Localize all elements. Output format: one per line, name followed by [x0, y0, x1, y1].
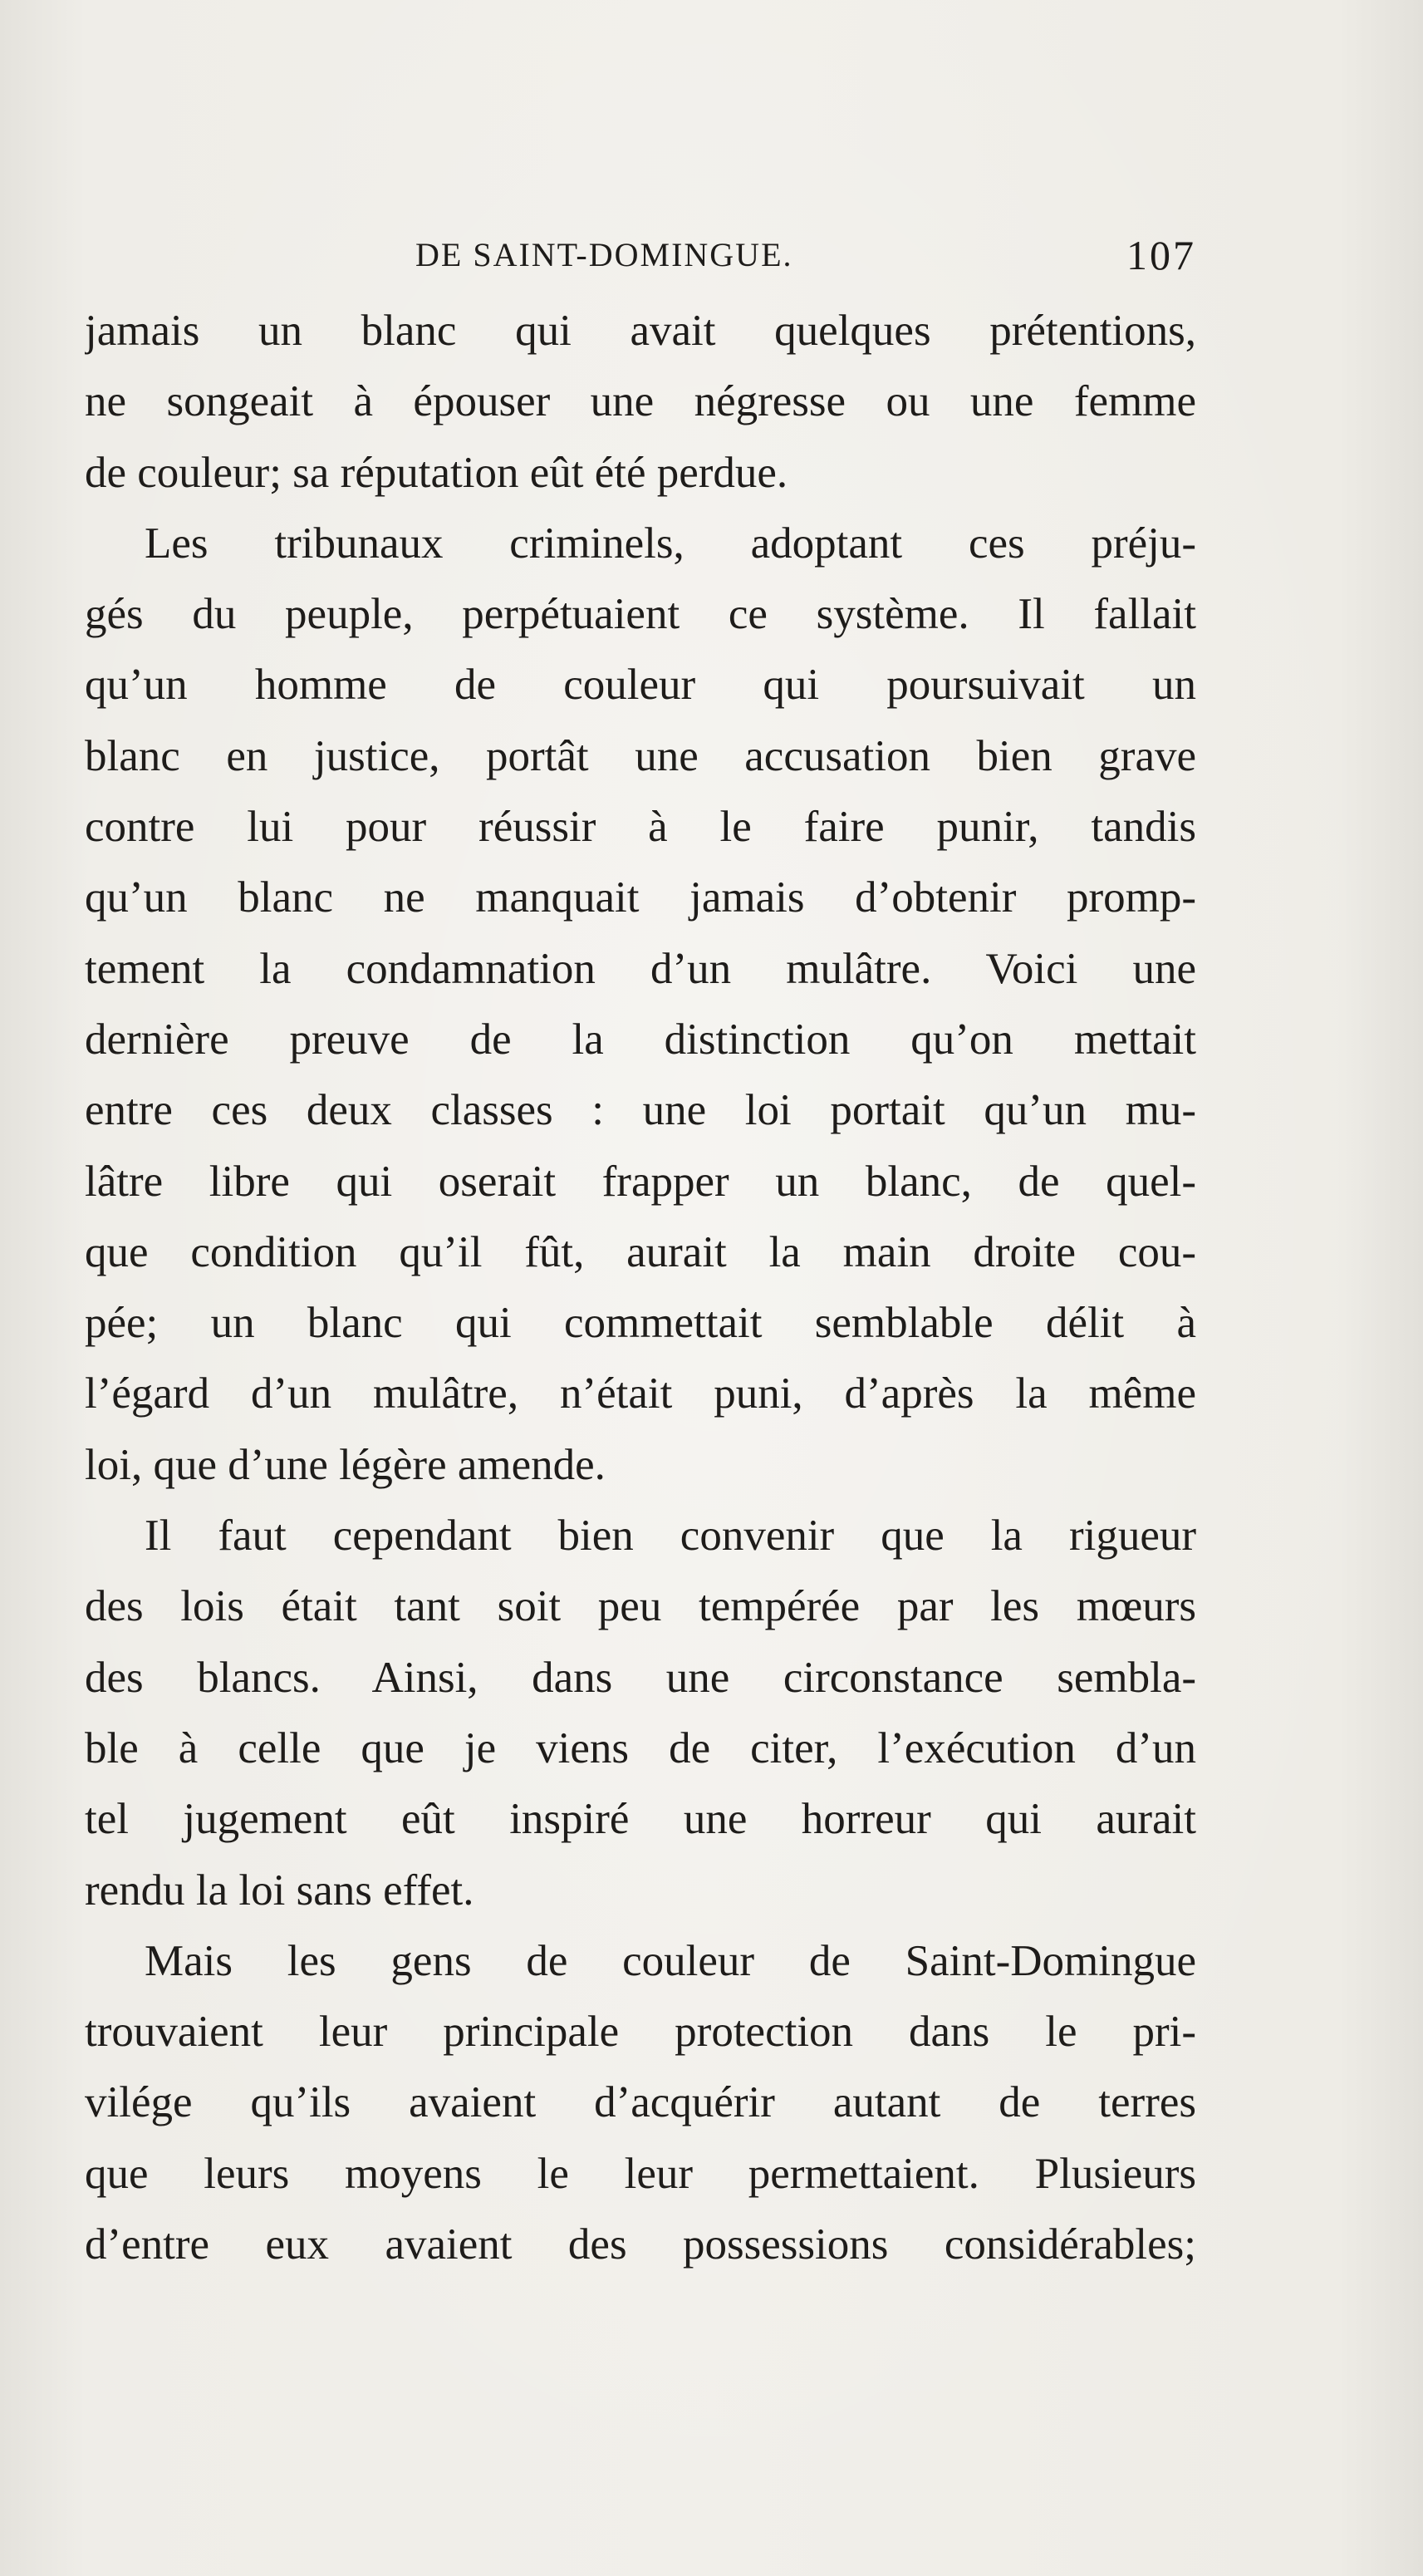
text-line: lâtre libre qui oserait frapper un blanc, de quel-	[85, 1157, 1196, 1206]
paragraph-3	[85, 1501, 1196, 1926]
text-line: de couleur; sa réputation eût été perdue.	[85, 448, 788, 497]
text-line: dernière preuve de la distinction qu’on mettait	[85, 1015, 1196, 1064]
paragraph-4	[85, 1926, 1196, 2280]
text-line: des lois était tant soit peu tempérée par les mœurs	[85, 1582, 1196, 1631]
text-line: qu’un blanc ne manquait jamais d’obtenir promp-	[85, 873, 1196, 922]
text-line: rendu la loi sans effet.	[85, 1866, 474, 1915]
paragraph-1	[85, 296, 1196, 509]
text-line: l’égard d’un mulâtre, n’était puni, d’après la même	[85, 1369, 1196, 1418]
text-line: ble à celle que je viens de citer, l’exécution d’un	[85, 1723, 1196, 1772]
text-line: qu’un homme de couleur qui poursuivait un	[85, 661, 1196, 710]
text-line: jamais un blanc qui avait quelques prétentions,	[85, 307, 1196, 355]
paragraph-2	[85, 509, 1196, 1501]
text-line: gés du peuple, perpétuaient ce système. Il fallait	[85, 590, 1196, 639]
text-line: Il faut cependant bien convenir que la rigueur	[145, 1512, 1196, 1561]
text-line: tement la condamnation d’un mulâtre. Voici une	[85, 944, 1196, 993]
text-line: Les tribunaux criminels, adoptant ces préju-	[145, 519, 1196, 568]
text-line: entre ces deux classes : une loi portait qu’un mu-	[85, 1086, 1196, 1135]
text-line: vilége qu’ils avaient d’acquérir autant de terres	[85, 2078, 1196, 2127]
text-line: d’entre eux avaient des possessions considérables;	[85, 2220, 1196, 2269]
text-line: que leurs moyens le leur permettaient. Plusieurs	[85, 2149, 1196, 2198]
text-line: ne songeait à épouser une négresse ou une femme	[85, 377, 1196, 426]
body-text	[85, 296, 1196, 2280]
text-line: contre lui pour réussir à le faire punir, tandis	[85, 803, 1196, 852]
text-line: tel jugement eût inspiré une horreur qui aurait	[85, 1795, 1196, 1844]
text-line: pée; un blanc qui commettait semblable délit à	[85, 1299, 1196, 1348]
text-line: loi, que d’une légère amende.	[85, 1440, 606, 1489]
text-line: Mais les gens de couleur de Saint-Domingue	[145, 1936, 1196, 1985]
text-line: des blancs. Ainsi, dans une circonstance sembla-	[85, 1653, 1196, 1702]
running-title: DE SAINT-DOMINGUE.	[415, 236, 793, 273]
page-number: 107	[1126, 232, 1196, 278]
running-head	[83, 226, 1196, 284]
text-line: que condition qu’il fût, aurait la main droite cou-	[85, 1227, 1196, 1276]
text-line: blanc en justice, portât une accusation bien grave	[85, 731, 1196, 780]
text-line: trouvaient leur principale protection dans le pri-	[85, 2008, 1196, 2057]
